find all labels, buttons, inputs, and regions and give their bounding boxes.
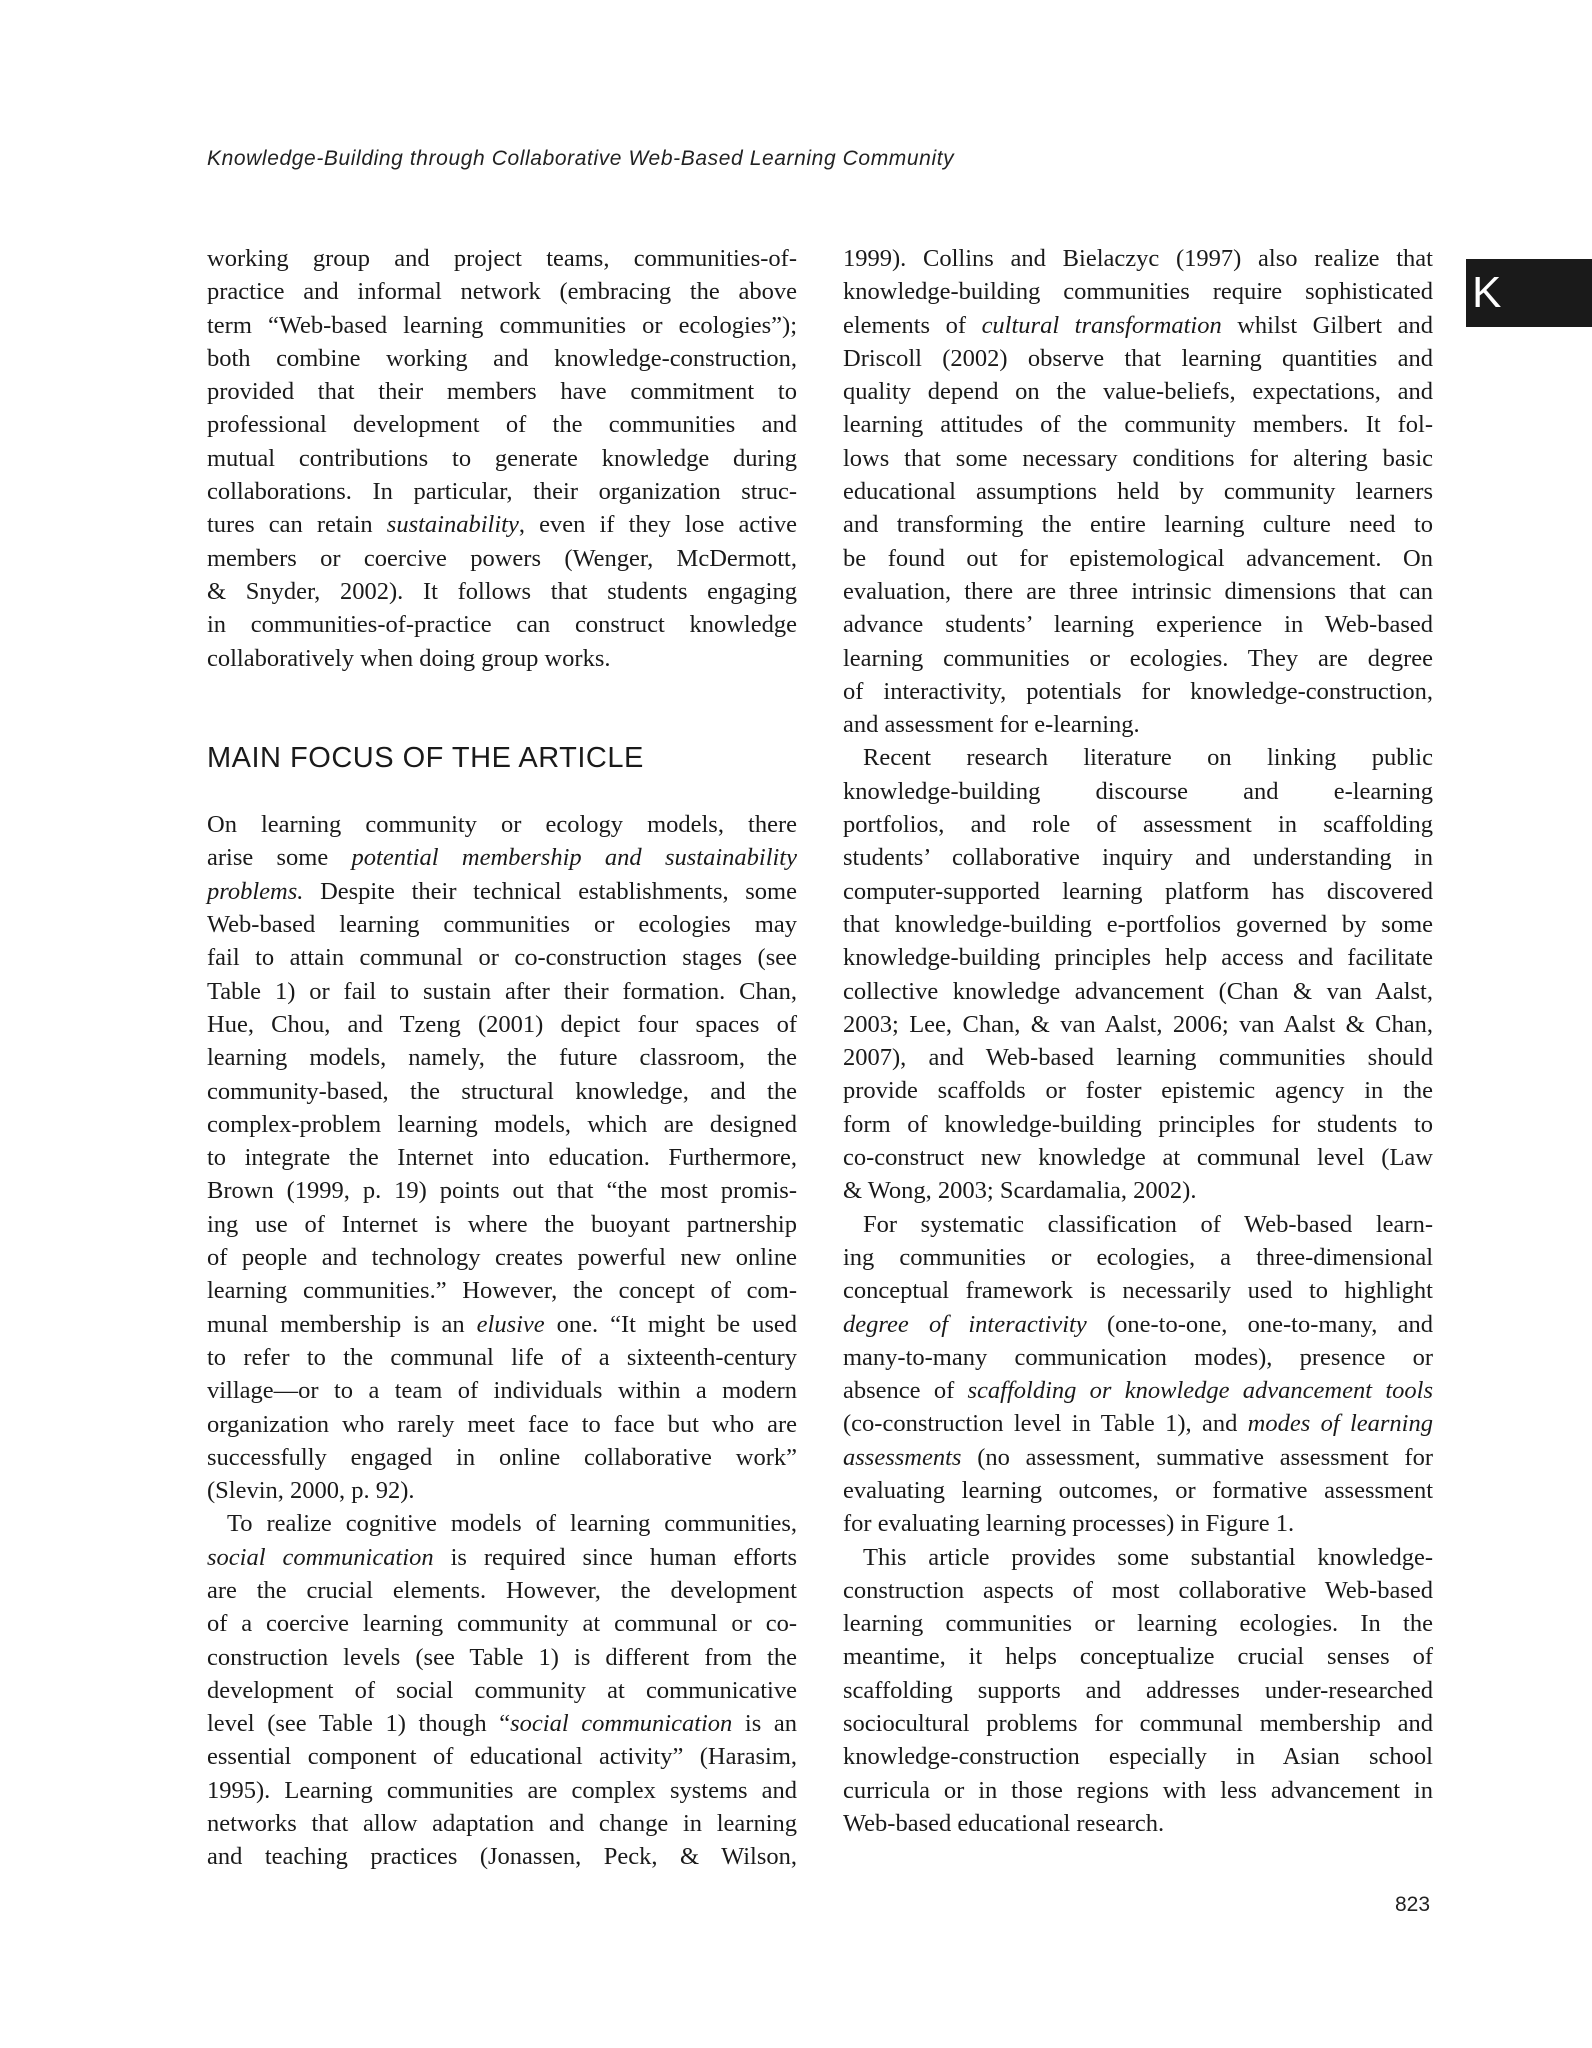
- text-line: ing communities or ecologies, a three-dimensional: [843, 1243, 1433, 1271]
- text-line: On learning community or ecology models, there: [207, 811, 797, 839]
- text-line: organization who rarely meet face to face but who are: [207, 1410, 797, 1438]
- section-heading: MAIN FOCUS OF THE ARTICLE: [207, 741, 644, 774]
- paragraph: [843, 242, 1433, 741]
- text-line: many-to-many communication modes), presence or: [843, 1343, 1433, 1371]
- left-column: [207, 242, 797, 1874]
- paragraph: [843, 1541, 1433, 1841]
- text-line: form of knowledge-building principles for students to: [843, 1110, 1433, 1138]
- text-line: provided that their members have commitment to: [207, 378, 797, 406]
- text-line: and assessment for e-learning.: [843, 711, 1140, 739]
- text-line: assessments (no assessment, summative assessment for: [843, 1443, 1433, 1471]
- text-line: practice and informal network (embracing the above: [207, 278, 797, 306]
- text-line: professional development of the communities and: [207, 411, 797, 439]
- running-head: Knowledge-Building through Collaborative Web-Based Learning Community: [207, 147, 955, 170]
- text-line: collective knowledge advancement (Chan & van Aalst,: [843, 977, 1433, 1005]
- text-line: computer-supported learning platform has discovered: [843, 877, 1433, 905]
- text-line: knowledge-building principles help access and facilitate: [843, 944, 1433, 972]
- text-line: are the crucial elements. However, the development: [207, 1576, 797, 1604]
- text-line: provide scaffolds or foster epistemic agency in the: [843, 1077, 1433, 1105]
- text-line: mutual contributions to generate knowledge during: [207, 444, 797, 472]
- text-line: to integrate the Internet into education. Furthermore,: [207, 1144, 797, 1172]
- text-line: knowledge-construction especially in Asian school: [843, 1743, 1433, 1771]
- text-line: learning attitudes of the community members. It fol-: [843, 411, 1433, 439]
- text-line: absence of scaffolding or knowledge advancement tools: [843, 1377, 1433, 1405]
- text-line: Web-based educational research.: [843, 1809, 1165, 1837]
- text-line: both combine working and knowledge-construction,: [207, 344, 797, 372]
- text-line: collaboratively when doing group works.: [207, 644, 611, 672]
- text-line: that knowledge-building e-portfolios governed by some: [843, 910, 1433, 938]
- text-line: networks that allow adaptation and change in learning: [207, 1810, 797, 1838]
- text-line: members or coercive powers (Wenger, McDermott,: [207, 544, 797, 572]
- text-line: Table 1) or fail to sustain after their formation. Chan,: [207, 977, 797, 1005]
- text-line: village—or to a team of individuals within a modern: [207, 1377, 797, 1405]
- text-line: level (see Table 1) though “social communication is an: [207, 1710, 798, 1738]
- text-line: Driscoll (2002) observe that learning quantities and: [843, 344, 1433, 372]
- text-line: development of social community at communicative: [207, 1676, 797, 1704]
- paragraph: [207, 1507, 797, 1873]
- text-line: of a coercive learning community at communal or co-: [207, 1610, 797, 1638]
- text-line: knowledge-building communities require sophisticated: [843, 278, 1433, 306]
- text-line: students’ collaborative inquiry and understanding in: [843, 844, 1433, 872]
- section-tab-marker: K: [1466, 259, 1592, 327]
- text-line: essential component of educational activity” (Harasim,: [207, 1743, 797, 1771]
- text-line: lows that some necessary conditions for altering basic: [843, 444, 1433, 472]
- paragraph: [843, 1208, 1433, 1541]
- text-line: curricula or in those regions with less advancement in: [843, 1776, 1433, 1804]
- text-line: learning communities.” However, the concept of com-: [207, 1277, 797, 1305]
- text-line: conceptual framework is necessarily used to highlight: [843, 1277, 1433, 1305]
- text-line: fail to attain communal or co-construction stages (see: [207, 944, 797, 972]
- text-line: & Wong, 2003; Scardamalia, 2002).: [843, 1177, 1197, 1205]
- text-line: learning communities or ecologies. They are degree: [843, 644, 1433, 672]
- text-line: successfully engaged in online collaborative work”: [207, 1443, 797, 1471]
- page-number: 823: [1395, 1893, 1431, 1916]
- text-line: 1995). Learning communities are complex systems and: [207, 1776, 797, 1804]
- text-line: learning models, namely, the future classroom, the: [207, 1044, 797, 1072]
- text-line: sociocultural problems for communal membership and: [843, 1710, 1433, 1738]
- text-line: Web-based learning communities or ecologies may: [207, 911, 797, 939]
- text-line: This article provides some substantial knowledge-: [863, 1543, 1433, 1571]
- paragraph: [207, 242, 797, 675]
- text-line: construction levels (see Table 1) is different from the: [207, 1643, 797, 1671]
- text-line: Recent research literature on linking public: [863, 744, 1433, 772]
- text-line: advance students’ learning experience in Web-based: [843, 611, 1433, 639]
- text-line: in communities-of-practice can construct knowledge: [207, 611, 797, 639]
- text-line: scaffolding supports and addresses under-researched: [843, 1676, 1433, 1704]
- text-line: social communication is required since human efforts: [207, 1543, 798, 1571]
- text-line: evaluation, there are three intrinsic dimensions that can: [843, 577, 1433, 605]
- text-line: (Slevin, 2000, p. 92).: [207, 1477, 415, 1505]
- text-line: and teaching practices (Jonassen, Peck, & Wilson,: [207, 1843, 797, 1871]
- text-line: be found out for epistemological advancement. On: [843, 544, 1433, 572]
- text-line: ing use of Internet is where the buoyant partnership: [207, 1210, 797, 1238]
- text-line: degree of interactivity (one-to-one, one-to-many, and: [843, 1310, 1433, 1338]
- text-line: evaluating learning outcomes, or formative assessment: [843, 1476, 1433, 1504]
- text-line: educational assumptions held by community learners: [843, 478, 1433, 506]
- text-line: To realize cognitive models of learning communities,: [227, 1510, 797, 1538]
- text-line: problems. Despite their technical establishments, some: [207, 877, 797, 905]
- text-line: complex-problem learning models, which are designed: [207, 1110, 797, 1138]
- text-line: arise some potential membership and sustainability: [207, 844, 797, 872]
- text-line: 1999). Collins and Bielaczyc (1997) also realize that: [843, 245, 1433, 272]
- text-line: 2003; Lee, Chan, & van Aalst, 2006; van Aalst & Chan,: [843, 1010, 1433, 1038]
- text-line: of interactivity, potentials for knowledge-construction,: [843, 677, 1433, 705]
- text-line: working group and project teams, communities-of-: [207, 245, 797, 272]
- text-line: quality depend on the value-beliefs, expectations, and: [843, 378, 1433, 406]
- text-line: For systematic classification of Web-based learn-: [863, 1210, 1433, 1238]
- paragraph: [843, 741, 1433, 1207]
- text-line: munal membership is an elusive one. “It might be used: [207, 1310, 797, 1338]
- text-line: for evaluating learning processes) in Figure 1.: [843, 1510, 1295, 1538]
- right-column: [843, 242, 1433, 1840]
- text-line: knowledge-building discourse and e-learning: [843, 777, 1433, 805]
- text-line: co-construct new knowledge at communal level (Law: [843, 1144, 1433, 1172]
- text-line: Brown (1999, p. 19) points out that “the most promis-: [207, 1177, 797, 1205]
- text-line: 2007), and Web-based learning communities should: [843, 1044, 1433, 1072]
- text-line: Hue, Chou, and Tzeng (2001) depict four spaces of: [207, 1010, 797, 1038]
- text-line: elements of cultural transformation whilst Gilbert and: [843, 311, 1433, 339]
- text-line: tures can retain sustainability, even if they lose active: [207, 511, 797, 539]
- text-line: construction aspects of most collaborative Web-based: [843, 1576, 1433, 1604]
- text-line: to refer to the communal life of a sixteenth-century: [207, 1343, 797, 1371]
- text-line: & Snyder, 2002). It follows that students engaging: [207, 577, 797, 605]
- text-line: and transforming the entire learning culture need to: [843, 511, 1433, 539]
- text-line: meantime, it helps conceptualize crucial senses of: [843, 1643, 1433, 1671]
- text-line: collaborations. In particular, their organization struc-: [207, 478, 797, 506]
- paragraph: [207, 808, 797, 1507]
- text-line: learning communities or learning ecologies. In the: [843, 1610, 1433, 1638]
- text-line: community-based, the structural knowledge, and the: [207, 1077, 797, 1105]
- text-line: term “Web-based learning communities or ecologies”);: [207, 311, 797, 339]
- text-line: portfolios, and role of assessment in scaffolding: [843, 811, 1433, 839]
- text-line: of people and technology creates powerful new online: [207, 1244, 797, 1272]
- text-line: (co-construction level in Table 1), and modes of learning: [843, 1410, 1433, 1438]
